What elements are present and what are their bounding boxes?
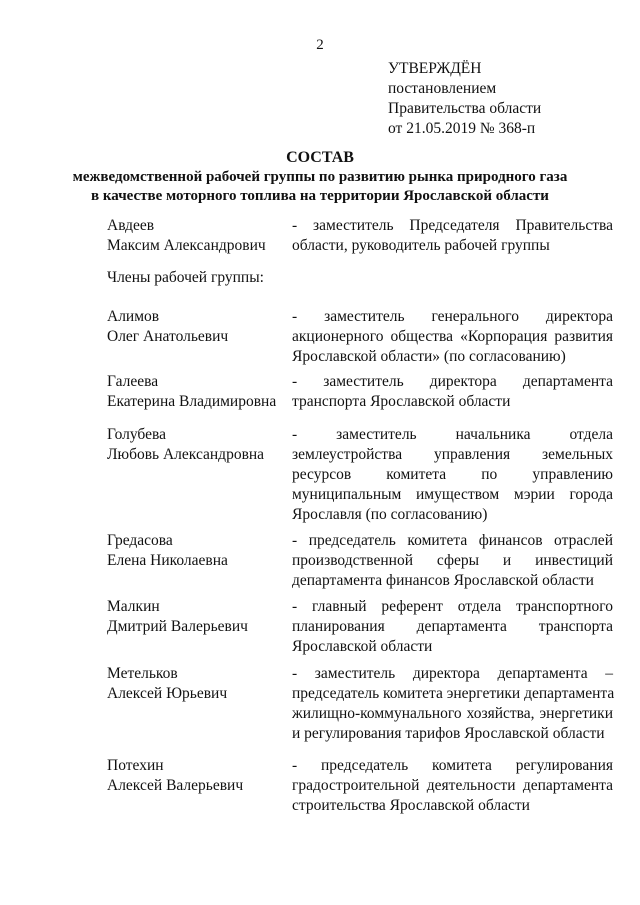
member-name (107, 664, 227, 704)
position-line: - заместитель директора департамента (292, 373, 613, 390)
member-given-name: Максим Александрович (107, 237, 266, 254)
member-name (107, 216, 266, 256)
member-name (107, 307, 228, 347)
approval-line: от 21.05.2019 № 368-п (388, 120, 536, 137)
member-position (292, 372, 613, 412)
member-given-name: Олег Анатольевич (107, 328, 229, 345)
member-position (292, 597, 613, 657)
member-given-name: Любовь Александровна (107, 446, 265, 463)
document-title: СОСТАВ (286, 149, 354, 166)
position-line: Ярославской области» (по согласованию) (292, 348, 566, 365)
approval-line: УТВЕРЖДЁН (388, 60, 482, 77)
position-line: - заместитель начальника отдела (292, 426, 613, 443)
member-name (107, 531, 228, 571)
position-line: акционерного общества «Корпорация развития (292, 328, 613, 345)
position-line: и регулирования тарифов Ярославской области (292, 725, 605, 742)
member-given-name: Алексей Валерьевич (107, 777, 244, 794)
approval-stamp (388, 59, 541, 139)
member-position (292, 756, 613, 816)
document-subtitle: межведомственной рабочей группы по развитию рынка природного газа (72, 169, 568, 185)
members-label: Члены рабочей группы: (107, 269, 264, 286)
position-line: муниципальным имуществом мэрии города (292, 486, 613, 503)
member-surname: Малкин (107, 598, 160, 615)
member-surname: Галеева (107, 373, 159, 390)
member-name (107, 756, 243, 796)
member-given-name: Алексей Юрьевич (107, 685, 228, 702)
member-surname: Алимов (107, 308, 160, 325)
member-given-name: Елена Николаевна (107, 552, 228, 569)
position-line: жилищно-коммунального хозяйства, энергетики (292, 705, 613, 722)
member-name (107, 425, 264, 465)
position-line: Ярославля (по согласованию) (292, 506, 488, 523)
position-line: департамента финансов Ярославской области (292, 572, 594, 589)
document-subtitle: в качестве моторного топлива на территории Ярославской области (91, 188, 549, 204)
position-line: председатель комитета энергетики департамента (292, 685, 615, 702)
member-given-name: Дмитрий Валерьевич (107, 618, 248, 635)
member-given-name: Екатерина Владимировна (107, 393, 277, 410)
member-surname: Гредасова (107, 532, 173, 549)
approval-line: постановлением (388, 80, 497, 97)
position-line: - председатель комитета регулирования (292, 757, 613, 774)
document-heading (0, 148, 640, 206)
member-surname: Метельков (107, 665, 178, 682)
position-line: - председатель комитета финансов отраслей (292, 532, 613, 549)
member-position (292, 425, 613, 525)
position-line: градостроительной деятельности департамента (292, 777, 613, 794)
position-line: области, руководитель рабочей группы (292, 237, 550, 254)
member-surname: Авдеев (107, 217, 155, 234)
member-surname: Потехин (107, 757, 164, 774)
position-line: планирования департамента транспорта (292, 618, 613, 635)
page-number: 2 (316, 37, 324, 53)
position-line: ресурсов комитета по управлению (292, 466, 613, 483)
member-name (107, 597, 248, 637)
position-line: - главный референт отдела транспортного (292, 598, 613, 615)
approval-line: Правительства области (388, 100, 542, 117)
position-line: - заместитель директора департамента – (292, 665, 613, 682)
position-line: Ярославской области (292, 638, 433, 655)
position-line: транспорта Ярославской области (292, 393, 511, 410)
member-position (292, 216, 613, 256)
member-surname: Голубева (107, 426, 166, 443)
position-line: - заместитель Председателя Правительства (292, 217, 613, 234)
member-position (292, 664, 613, 744)
position-line: землеустройства управления земельных (292, 446, 613, 463)
member-name (107, 372, 276, 412)
position-line: производственной сферы и инвестиций (292, 552, 613, 569)
member-position (292, 307, 613, 367)
member-position (292, 531, 613, 591)
position-line: строительства Ярославской области (292, 797, 530, 814)
position-line: - заместитель генерального директора (292, 308, 613, 325)
